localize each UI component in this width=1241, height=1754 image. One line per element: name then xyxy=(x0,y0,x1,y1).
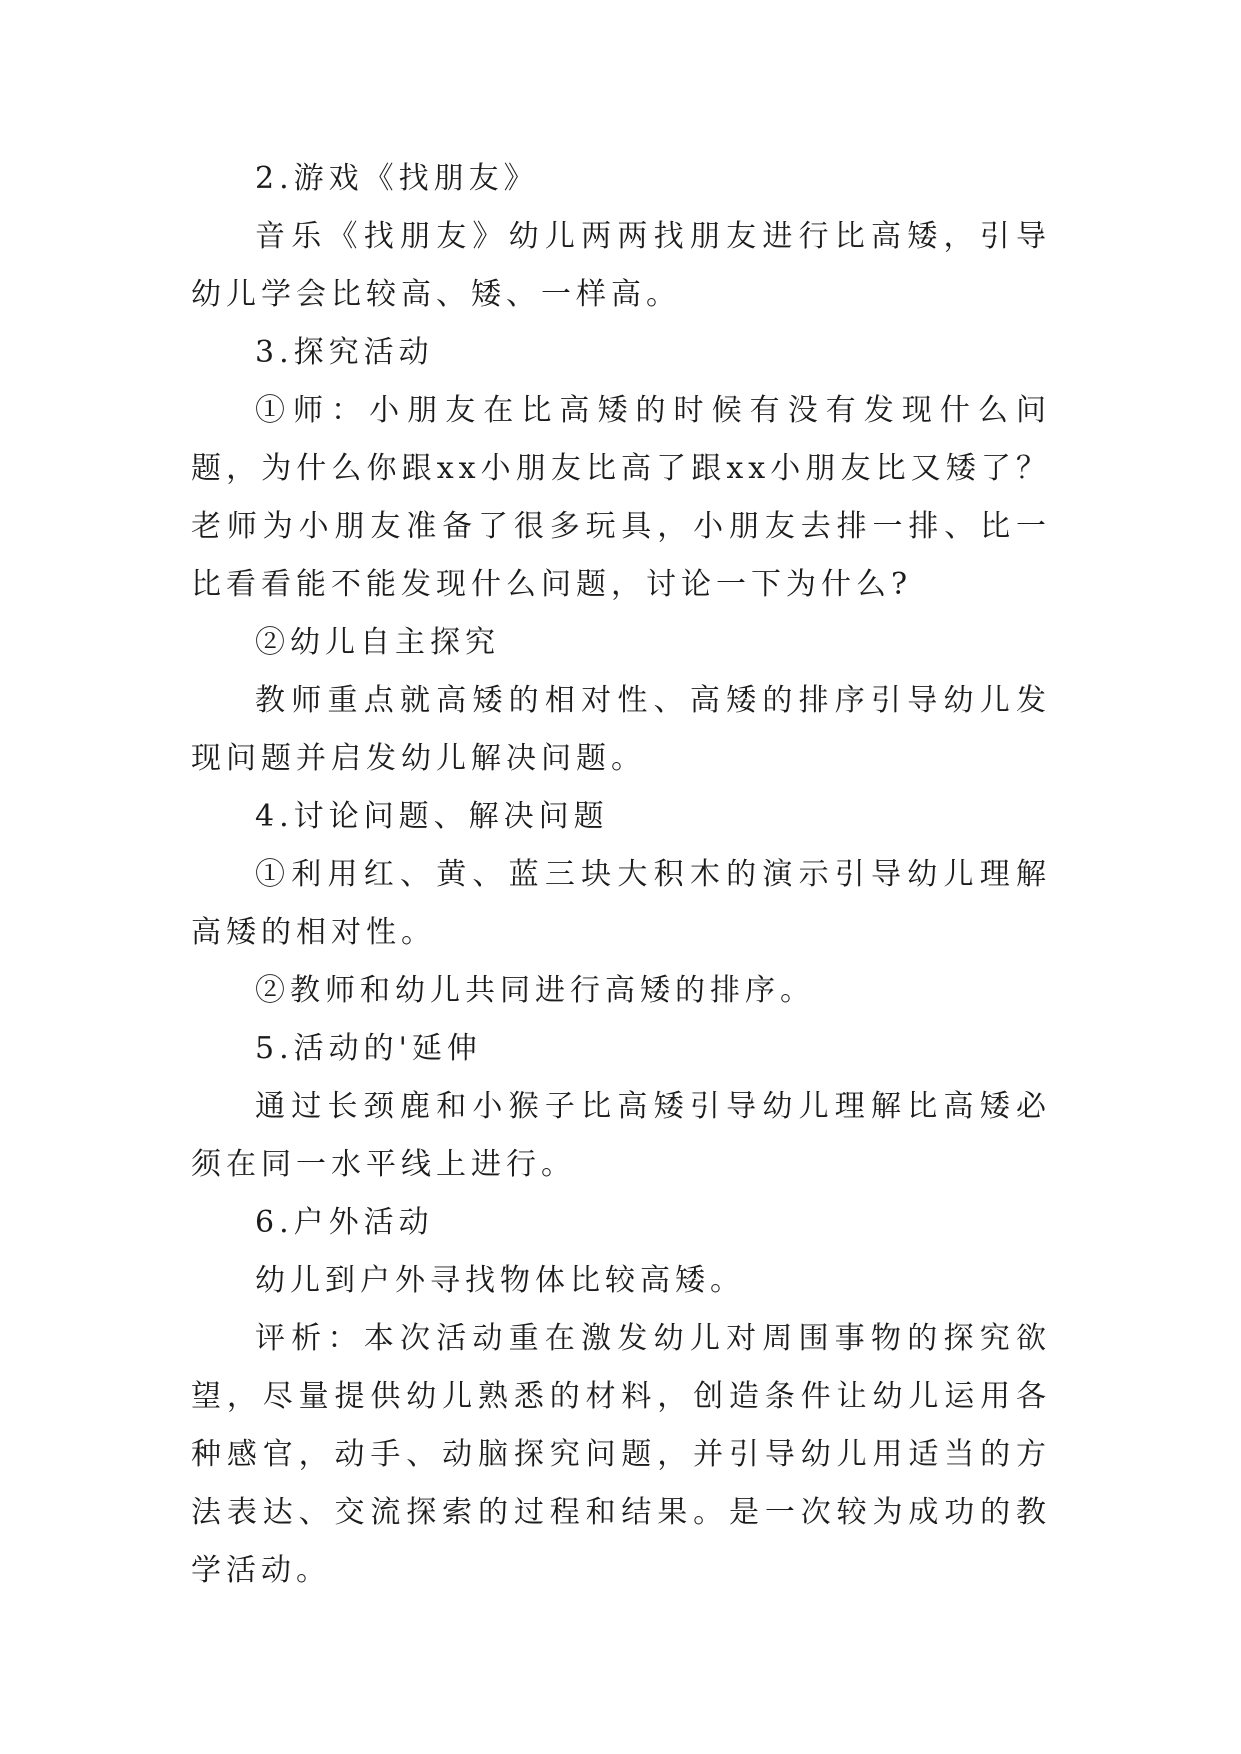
paragraph-evaluation: 评析：本次活动重在激发幼儿对周围事物的探究欲望，尽量提供幼儿熟悉的材料，创造条件让幼儿运用各种感官，动手、动脑探究问题，并引导幼儿用适当的方法表达、交流探索的过程和结果。是一次较为成功的教学活动。 xyxy=(191,1321,1051,1588)
section-heading-outdoor: 6.户外活动 xyxy=(255,1205,434,1240)
document-body xyxy=(191,150,1051,1600)
section-heading-discussion: 4.讨论问题、解决问题 xyxy=(255,799,609,834)
paragraph-outdoor: 幼儿到户外寻找物体比较高矮。 xyxy=(255,1263,745,1298)
section-heading-game: 2.游戏《找朋友》 xyxy=(255,161,539,196)
paragraph-sorting: ②教师和幼儿共同进行高矮的排序。 xyxy=(255,973,815,1008)
paragraph-extension: 通过长颈鹿和小猴子比高矮引导幼儿理解比高矮必须在同一水平线上进行。 xyxy=(191,1089,1051,1182)
paragraph-independent-exploration: ②幼儿自主探究 xyxy=(255,625,500,660)
paragraph-game-description: 音乐《找朋友》幼儿两两找朋友进行比高矮，引导幼儿学会比较高、矮、一样高。 xyxy=(191,219,1051,312)
section-heading-extension: 5.活动的'延伸 xyxy=(255,1031,482,1066)
paragraph-teacher-focus: 教师重点就高矮的相对性、高矮的排序引导幼儿发现问题并启发幼儿解决问题。 xyxy=(191,683,1051,776)
section-heading-exploration: 3.探究活动 xyxy=(255,335,434,370)
paragraph-blocks-demo: ①利用红、黄、蓝三块大积木的演示引导幼儿理解高矮的相对性。 xyxy=(191,857,1051,950)
paragraph-teacher-question: ①师：小朋友在比高矮的时候有没有发现什么问题，为什么你跟xx小朋友比高了跟xx小朋友比又矮了？老师为小朋友准备了很多玩具，小朋友去排一排、比一比看看能不能发现什么问题，讨论一下为什么? xyxy=(191,393,1051,602)
